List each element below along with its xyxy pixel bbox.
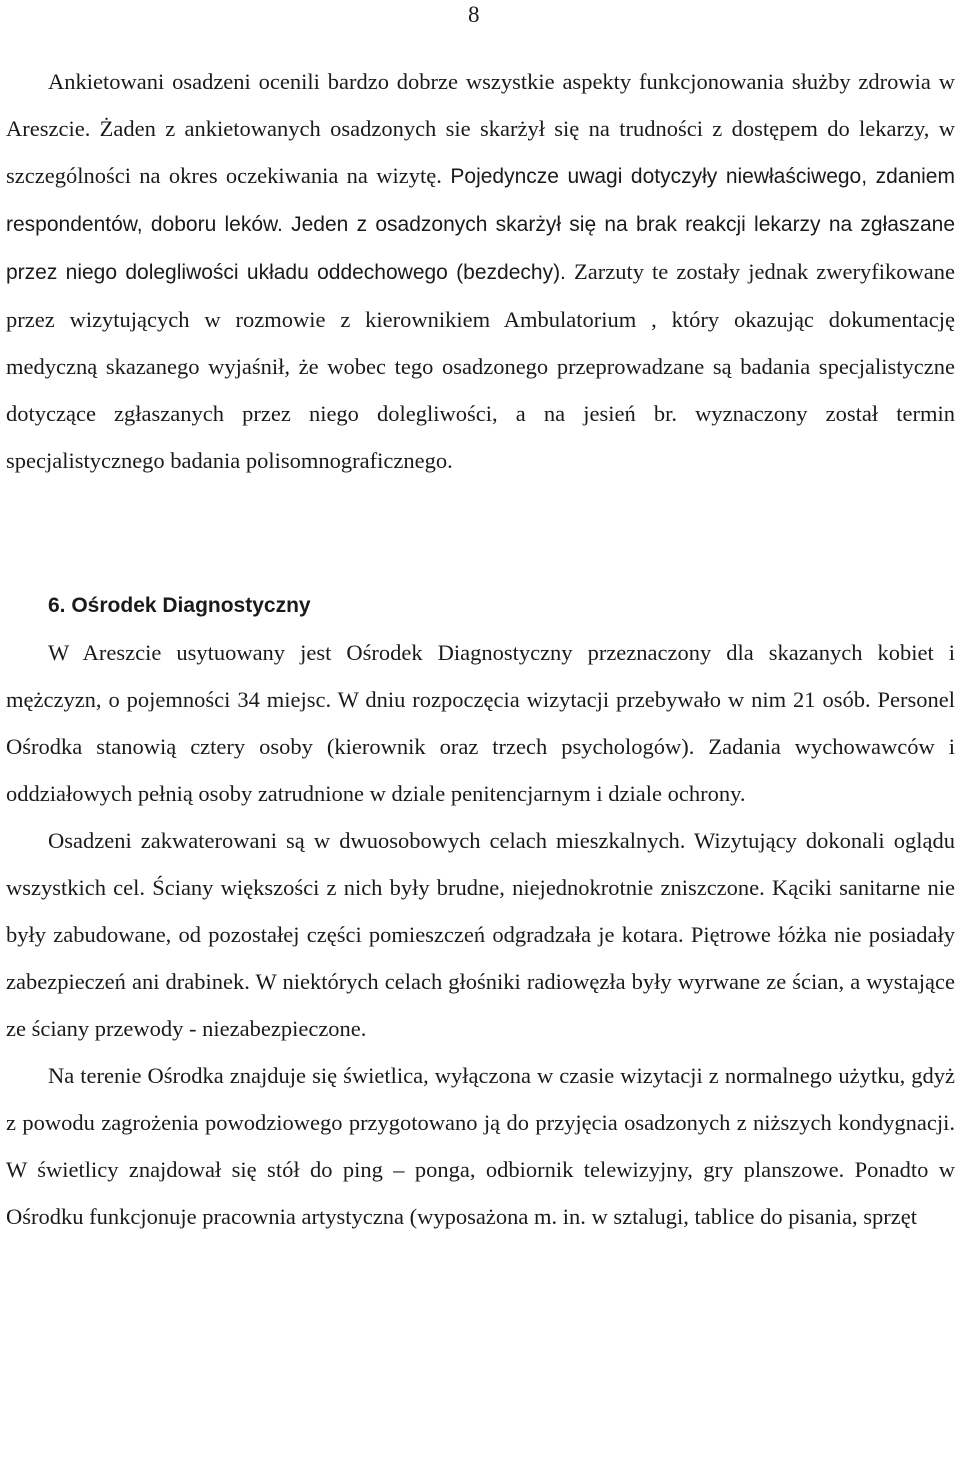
section-heading (48, 581, 955, 629)
section-number: 6. (48, 594, 66, 617)
section-spacer (6, 484, 955, 581)
document-body (6, 58, 955, 1240)
paragraph-tail-text: Zarzuty te zostały jednak zweryfikowane przez wizytujących w rozmowie z kierownikiem Ambulatorium , który okazując dokumentację medyczną skazanego wyjaśnił, że wobec tego osadzonego przeprowadzane są badania specjalistyczne dotyczące zgłaszanych przez niego dolegliwości, a na jesień br. wyznaczony został termin specjalistycznego badania polisomnograficznego. (6, 259, 955, 473)
paragraph-common-room: Na terenie Ośrodka znajduje się świetlica, wyłączona w czasie wizytacji z normalnego użytku, gdyż z powodu zagrożenia powodziowego przygotowano ją do przyjęcia osadzonych z niższych kondygnacji. W świetlicy znajdował się stół do ping – ponga, odbiornik telewizyjny, gry planszowe. Ponadto w Ośrodku funkcjonuje pracownia artystyczna (wyposażona m. in. w sztalugi, tablice do pisania, sprzęt (6, 1063, 955, 1229)
paragraph-sans-text: Pojedyncze uwagi dotyczyły niewłaściwego, zdaniem respondentów, doboru leków. Jeden z osadzonych skarżył się na brak reakcji lekarzy na zgłaszane przez niego dolegliwości układu oddechowego (bezdechy). (6, 165, 955, 284)
paragraph-diagnostic-center: W Areszcie usytuowany jest Ośrodek Diagnostyczny przeznaczony dla skazanych kobiet i mężczyzn, o pojemności 34 miejsc. W dniu rozpoczęcia wizytacji przebywało w nim 21 osób. Personel Ośrodka stanowią cztery osoby (kierownik oraz trzech psychologów). Zadania wychowawców i oddziałowych pełnią osoby zatrudnione w dziale penitencjarnym i dziale ochrony. (6, 640, 955, 806)
paragraph-lead-text: Ankietowani osadzeni ocenili bardzo dobrze wszystkie aspekty funkcjonowania służby zdrowia w Areszcie. Żaden z ankietowanych osadzonych sie skarżył się na trudności z dostępem do lekarzy, w szczególności na okres oczekiwania na wizytę. (6, 69, 955, 188)
section-title: Ośrodek Diagnostyczny (65, 594, 311, 617)
page-number: 8 (468, 2, 480, 27)
paragraph-health-service (6, 58, 955, 484)
paragraph-cells: Osadzeni zakwaterowani są w dwuosobowych celach mieszkalnych. Wizytujący dokonali oglądu wszystkich cel. Ściany większości z nich były brudne, niejednokrotnie zniszczone. Kąciki sanitarne nie były zabudowane, od pozostałej części pomieszczeń odgradzała je kotara. Piętrowe łóżka nie posiadały zabezpieczeń ani drabinek. W niektórych celach głośniki radiowęzła były wyrwane ze ścian, a wystające ze ściany przewody - niezabezpieczone. (6, 828, 955, 1041)
